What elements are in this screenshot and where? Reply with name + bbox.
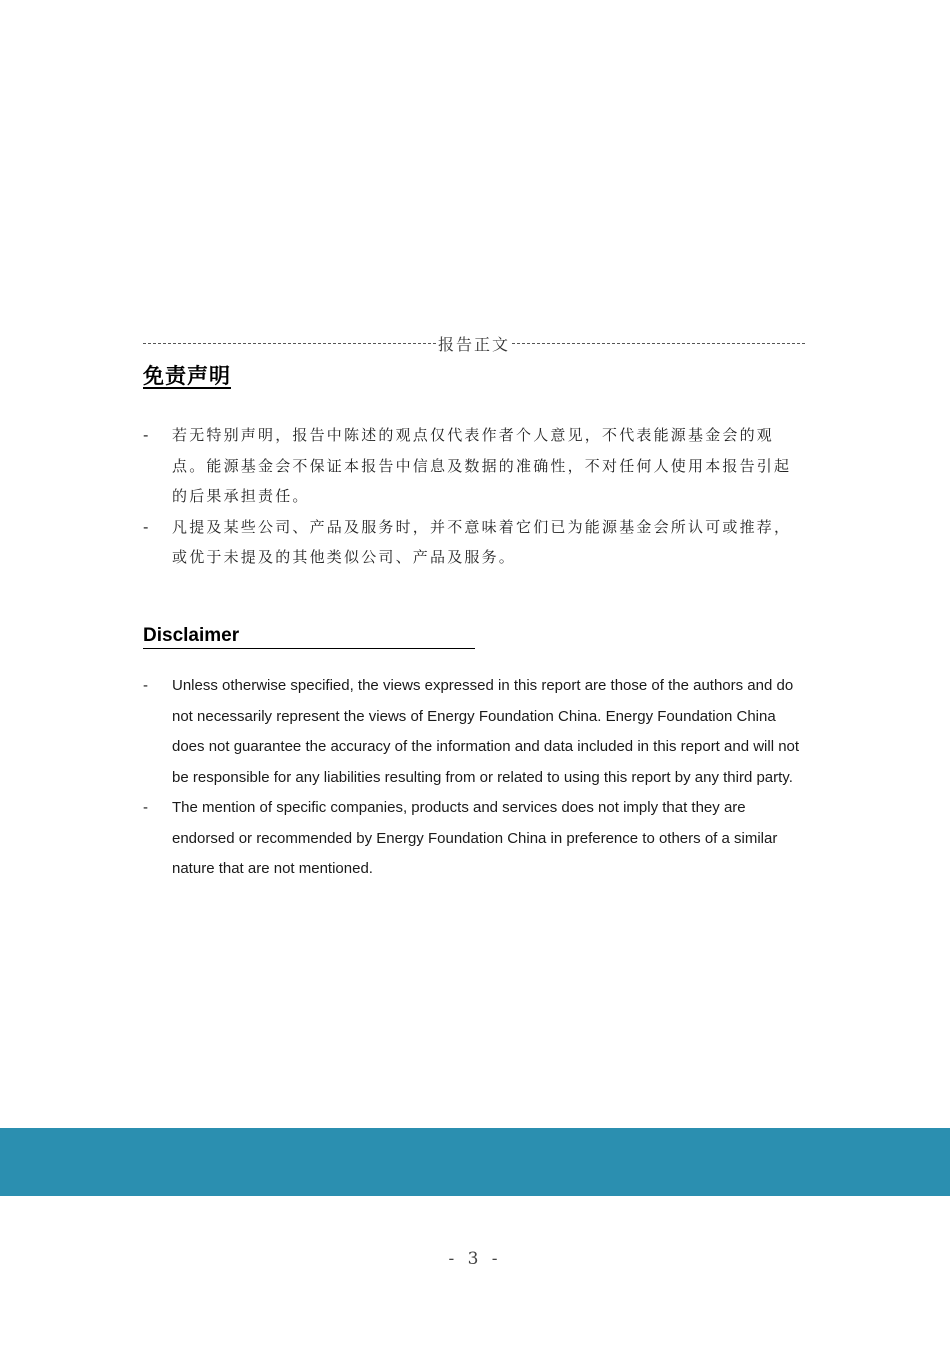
disclaimer-cn-heading: 免责声明 [143, 363, 231, 388]
disclaimer-cn-list [143, 420, 808, 573]
disclaimer-en-list [143, 671, 808, 885]
disclaimer-en-item [143, 793, 808, 885]
separator-dash-left [143, 343, 436, 344]
section-separator [143, 332, 805, 355]
disclaimer-cn-text: 凡提及某些公司、产品及服务时，并不意味着它们已为能源基金会所认可或推荐，或优于未提及的其他类似公司、产品及服务。 [172, 517, 792, 566]
disclaimer-cn-item [143, 420, 808, 512]
disclaimer-cn-item [143, 512, 808, 573]
bullet-dash: - [143, 426, 151, 444]
disclaimer-en-item [143, 671, 808, 793]
disclaimer-en-heading: Disclaimer [143, 624, 475, 649]
disclaimer-en-text: Unless otherwise specified, the views expressed in this report are those of the authors and do not necessarily represent the views of Energy Foundation China. Energy Foundation China does not guarantee the accuracy of the information and data included in this report and will not be responsible for any liabilities resulting from or related to using this report by any third party. [172, 677, 800, 786]
bullet-dash: - [143, 799, 148, 816]
page-number: - 3 - [448, 1249, 502, 1269]
bullet-dash: - [143, 677, 148, 694]
footer-band [0, 1128, 950, 1196]
bullet-dash: - [143, 517, 151, 536]
disclaimer-cn-text: 若无特别声明，报告中陈述的观点仅代表作者个人意见，不代表能源基金会的观点。能源基金会不保证本报告中信息及数据的准确性，不对任何人使用本报告引起的后果承担责任。 [172, 426, 792, 505]
separator-label: 报告正文 [438, 335, 511, 354]
disclaimer-en-text: The mention of specific companies, products and services does not imply that they are endorsed or recommended by Energy Foundation China in preference to others of a similar nature that are not mentioned. [172, 799, 778, 877]
separator-dash-right [512, 343, 805, 344]
